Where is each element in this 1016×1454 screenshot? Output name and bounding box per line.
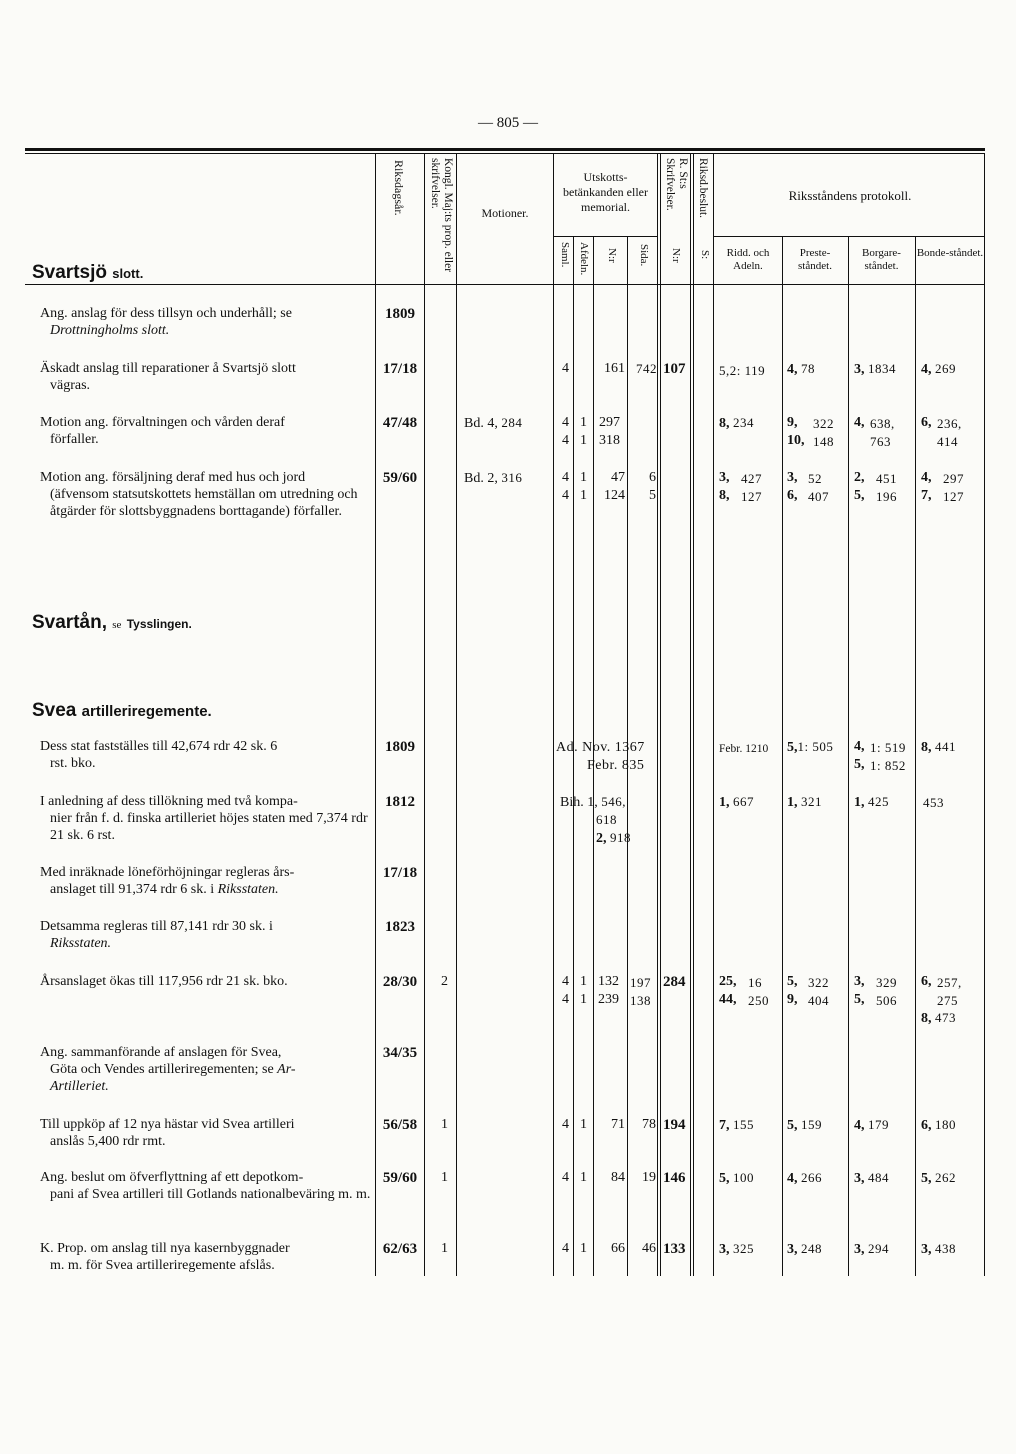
cell-borgare: 451 196 — [876, 471, 897, 504]
cell-ridd: 7, 155 — [719, 1117, 754, 1133]
cell-afdeln: 1 — [580, 1170, 587, 1185]
col-rule — [782, 236, 783, 1276]
cell-borgare: 1: 519 1: 852 — [870, 740, 906, 773]
col-rule — [690, 153, 691, 1276]
cell-motion: Bd. 4, 284 — [464, 415, 523, 431]
cell-saml: 4 — [562, 1241, 569, 1256]
cell-bonde: 8, 441 — [921, 739, 956, 755]
table-top-rule — [25, 148, 985, 151]
entry-description: Dess stat fastställes till 42,674 rdr 42 sk. 6 rst. bko. — [40, 739, 278, 771]
cell-bonde: 3, 438 — [921, 1241, 956, 1257]
entry-description: I anledning af dess tillökning med två kompa- nier från f. d. finska artilleriet höjes staten med 7,374 rdr 21 sk. 6 rst. — [40, 794, 368, 843]
header-utskotts: Utskotts-betänkanden eller memorial. — [563, 170, 648, 214]
header-riksd-beslut: Riksd.beslut. — [697, 158, 709, 219]
cell-borgare-vol: 2, 5, — [854, 470, 865, 503]
section-title-svartsjo: Svartsjö slott. — [32, 262, 144, 283]
cell-preste: 4, 78 — [787, 361, 815, 377]
cell-nr: 297 318 — [599, 415, 620, 448]
cell-borgare: 3, 484 — [854, 1170, 889, 1186]
cell-sida: 46 — [642, 1241, 656, 1256]
cell-rst-nr: 133 — [663, 1241, 686, 1257]
entry-description: Ang. beslut om öfverflyttning af ett depotkom- pani af Svea artilleri till Gotlands nationalbeväring m. m. — [40, 1170, 371, 1202]
cell-nr: 161 — [604, 361, 625, 376]
cell-saml: 4 — [562, 361, 569, 376]
cell-borgare: 1, 425 — [854, 794, 889, 810]
cell-bonde-vol: 6, — [921, 415, 932, 430]
cell-ridd: 5,2: 119 — [719, 363, 766, 378]
cell-borgare: 3, 1834 — [854, 361, 896, 377]
header-nr: N:r — [606, 248, 618, 263]
entry-year: 47/48 — [382, 415, 418, 431]
cell-saml: 4 — [562, 1117, 569, 1132]
cell-bonde-3: 8, 473 — [921, 1010, 956, 1026]
entry-year: 28/30 — [382, 974, 418, 990]
header-preste: Preste-ståndet. — [798, 247, 832, 272]
entry-description: Äskadt anslag till reparationer å Svartsjö slott vägras. — [40, 361, 296, 393]
cell-prop: 1 — [441, 1241, 448, 1256]
col-rule — [848, 236, 849, 1276]
cell-bonde: 6, 180 — [921, 1117, 956, 1133]
cell-utskott-2: 618 — [596, 812, 617, 827]
entry-description: Med inräknade löneförhöjningar regleras års- anslaget till 91,374 rdr 6 sk. i Riksstaten. — [40, 865, 295, 897]
cell-ridd: 5, 100 — [719, 1170, 754, 1186]
entry-description: Detsamma regleras till 87,141 rdr 30 sk. i Riksstaten. — [40, 919, 273, 951]
protokoll-sub-rule — [713, 236, 985, 237]
cell-motion: Bd. 2, 316 — [464, 470, 523, 486]
cell-utskott-3: 2, 918 — [596, 830, 631, 846]
header-protokoll: Riksståndens protokoll. — [788, 188, 912, 203]
header-riksdagsar: Riksdagsår. — [392, 160, 406, 216]
entry-description: Ang. anslag för dess tillsyn och underhåll; se Drottningholms slott. — [40, 306, 292, 338]
cell-afdeln: 1 1 — [580, 470, 587, 503]
cell-preste-vol: 9, 10, — [787, 415, 805, 448]
entry-year: 17/18 — [382, 865, 418, 881]
cell-ridd-vol: 3, 8, — [719, 470, 730, 503]
col-rule — [456, 153, 457, 1276]
header-bonde: Bonde-ståndet. — [916, 247, 984, 259]
cell-preste: 322 148 — [813, 416, 834, 449]
cell-bonde: 453 — [923, 795, 944, 810]
entry-year: 59/60 — [382, 470, 418, 486]
cell-rst-nr: 284 — [663, 974, 686, 990]
col-rule — [553, 153, 554, 1276]
cell-ridd: 3, 325 — [719, 1241, 754, 1257]
cell-rst-nr: 107 — [663, 361, 686, 377]
cell-afdeln: 1 — [580, 1241, 587, 1256]
cell-bonde-vol: 4, 7, — [921, 470, 932, 503]
section-title-svartan: Svartån, se Tysslingen. — [32, 612, 192, 633]
cell-sida: 197 138 — [630, 975, 651, 1008]
cell-nr: 47 124 — [604, 470, 625, 503]
cell-preste: 3, 248 — [787, 1241, 822, 1257]
cell-rst-nr: 146 — [663, 1170, 686, 1186]
cell-sida: 742 — [636, 361, 657, 376]
cell-borgare: 329 506 — [876, 975, 897, 1008]
header-ridd: Ridd. och Adeln. — [726, 247, 770, 272]
cell-preste: 52 407 — [808, 471, 829, 504]
cell-ridd: 427 127 — [741, 471, 762, 504]
page-number: — 805 — — [478, 115, 538, 131]
entry-year: 59/60 — [382, 1170, 418, 1186]
section-title-svea: Svea artilleriregemente. — [32, 700, 212, 721]
header-kongl-prop: Kongl. Maj:ts prop. eller skrifvelser. — [429, 158, 454, 273]
cell-ridd-vol: 25, 44, — [719, 974, 737, 1007]
cell-nr: 66 — [611, 1241, 625, 1256]
header-borgare: Borgare-ståndet. — [862, 247, 901, 272]
col-rule — [657, 153, 658, 1276]
entry-year: 56/58 — [382, 1117, 418, 1133]
cell-preste: 322 404 — [808, 975, 829, 1008]
header-sida: Sida. — [638, 244, 650, 267]
cell-afdeln: 1 1 — [580, 974, 587, 1007]
cell-preste: 1, 321 — [787, 794, 822, 810]
cell-preste-vol: 3, 6, — [787, 470, 798, 503]
cell-saml: 4 4 — [562, 974, 569, 1007]
cell-prop: 1 — [441, 1117, 448, 1132]
cell-nr: 132 239 — [598, 974, 619, 1007]
cell-bonde: 297 127 — [943, 471, 964, 504]
cell-sida: 78 — [642, 1117, 656, 1132]
cell-utskott-2: Febr. 835 — [587, 758, 645, 773]
entry-description: Ang. sammanförande af anslagen för Svea, Göta och Vendes artilleriregementen; se Ar- Artilleriet. — [40, 1045, 296, 1094]
cell-bonde: 257, 275 — [937, 975, 962, 1008]
cell-ridd: Febr. 1210 — [719, 743, 769, 755]
cell-afdeln: 1 1 — [580, 415, 587, 448]
cell-sida: 19 — [642, 1170, 656, 1185]
entry-description: Motion ang. förvaltningen och vården deraf förfaller. — [40, 415, 285, 447]
entry-description: Till uppköp af 12 nya hästar vid Svea artilleri anslås 5,400 rdr rmt. — [40, 1117, 295, 1149]
cell-preste-vol: 5, 9, — [787, 974, 798, 1007]
cell-prop: 2 — [441, 974, 448, 989]
entry-year: 17/18 — [382, 361, 418, 377]
cell-ridd: 1, 667 — [719, 794, 754, 810]
header-afdeln: Afdeln. — [578, 242, 590, 276]
cell-saml: 4 4 — [562, 415, 569, 448]
entry-year: 1809 — [385, 739, 415, 755]
header-rst-skrif: R. St:s Skrifvelser. — [664, 158, 689, 211]
cell-nr: 71 — [611, 1117, 625, 1132]
table-top-rule-thin — [25, 153, 985, 154]
cell-ridd: 8, 234 — [719, 415, 754, 431]
header-saml: Saml. — [559, 242, 571, 268]
cell-preste: 5,1: 505 — [787, 739, 834, 755]
entry-year: 1823 — [385, 919, 415, 935]
cell-borgare-vol: 4, 5, — [854, 739, 865, 772]
cell-afdeln: 1 — [580, 1117, 587, 1132]
cell-ridd: 16 250 — [748, 975, 769, 1008]
cell-bonde: 236, 414 — [937, 416, 962, 449]
cell-borgare-vol: 4, — [854, 415, 865, 430]
col-rule — [984, 153, 985, 1276]
entry-year: 34/35 — [382, 1045, 418, 1061]
cell-prop: 1 — [441, 1170, 448, 1185]
entry-year: 1812 — [385, 794, 415, 810]
cell-saml: 4 4 — [562, 470, 569, 503]
cell-nr: 84 — [611, 1170, 625, 1185]
cell-utskott: Ad. Nov. 1367 — [556, 740, 645, 755]
utskott-sub-rule — [553, 236, 657, 237]
cell-borgare: 638, 763 — [870, 416, 895, 449]
cell-preste: 5, 159 — [787, 1117, 822, 1133]
cell-rst-nr: 194 — [663, 1117, 686, 1133]
header-motioner: Motioner. — [481, 206, 529, 220]
header-bottom-rule — [25, 284, 985, 285]
cell-borgare: 3, 294 — [854, 1241, 889, 1257]
cell-bonde: 5, 262 — [921, 1170, 956, 1186]
col-rule — [713, 153, 714, 1276]
cell-bonde: 4, 269 — [921, 361, 956, 377]
cell-preste: 4, 266 — [787, 1170, 822, 1186]
header-nr2: N:r — [670, 248, 682, 263]
cell-sida: 6 5 — [649, 470, 656, 503]
cell-utskott: Bih. 1, 546, — [560, 794, 626, 810]
cell-borgare: 4, 179 — [854, 1117, 889, 1133]
header-s: S: — [699, 250, 711, 260]
entry-year: 62/63 — [382, 1241, 418, 1257]
cell-borgare-vol: 3, 5, — [854, 974, 865, 1007]
col-rule — [915, 236, 916, 1276]
cell-bonde-vol: 6, — [921, 974, 932, 989]
cell-saml: 4 — [562, 1170, 569, 1185]
entry-description: K. Prop. om anslag till nya kasernbyggnader m. m. för Svea artilleriregemente afslås. — [40, 1241, 290, 1273]
entry-description: Motion ang. försäljning deraf med hus och jord (äfvensom statsutskottets hemställan om utredning och åtgärder för slottsbyggnadens borttagande) förfaller. — [40, 470, 358, 519]
entry-year: 1809 — [385, 306, 415, 322]
col-rule — [660, 153, 661, 1276]
col-rule — [693, 153, 694, 1276]
entry-description: Årsanslaget ökas till 117,956 rdr 21 sk. bko. — [40, 974, 288, 989]
